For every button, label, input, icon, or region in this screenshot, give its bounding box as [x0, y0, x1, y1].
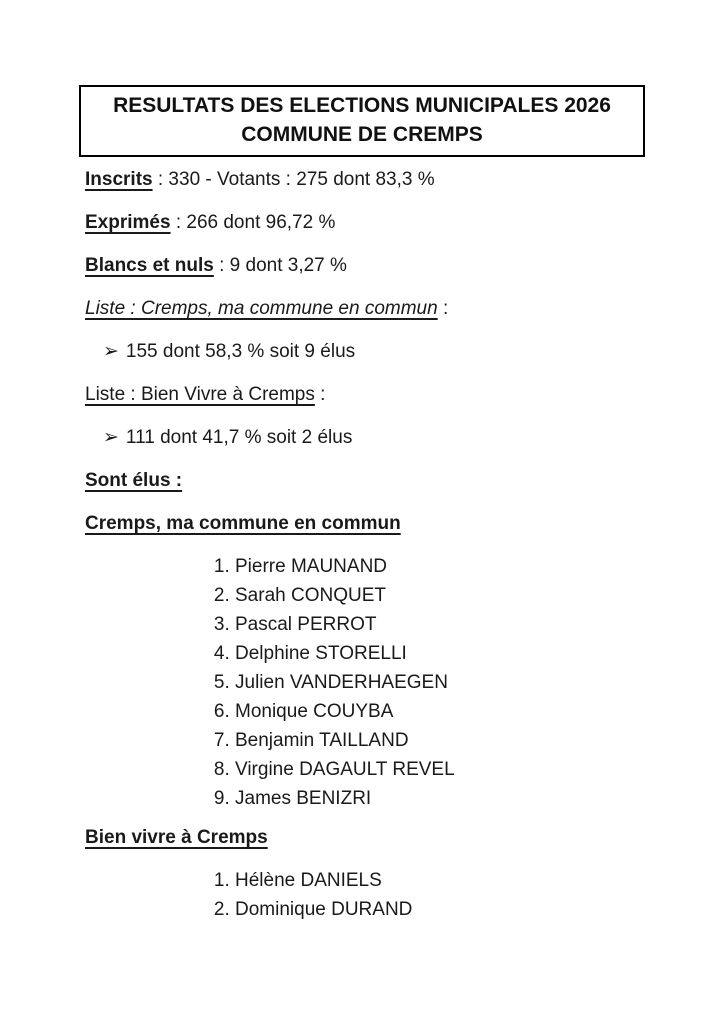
stat-label: Exprimés — [85, 212, 171, 233]
group-heading-cremps-commune: Cremps, ma commune en commun — [85, 513, 401, 534]
stat-label: Inscrits — [85, 169, 153, 190]
liste-result-text: 155 dont 58,3 % soit 9 élus — [125, 341, 356, 362]
stat-value: : 9 dont 3,27 % — [213, 255, 347, 276]
list-item: 2. Dominique DURAND — [235, 898, 645, 922]
stat-line-blancs-nuls — [85, 254, 645, 278]
document-body — [85, 155, 645, 937]
arrowhead-bullet-icon: ➢ — [103, 427, 119, 448]
liste-result-text: 111 dont 41,7 % soit 2 élus — [125, 427, 353, 448]
list-item: 9. James BENIZRI — [235, 787, 645, 811]
liste-title-bien-vivre — [85, 383, 645, 407]
stat-line-inscrits — [85, 168, 645, 192]
list-item: 4. Delphine STORELLI — [235, 642, 645, 666]
stat-value: : 266 dont 96,72 % — [170, 212, 336, 233]
list-item: 1. Hélène DANIELS — [235, 869, 645, 893]
title-box — [79, 85, 645, 157]
liste-title-cremps-commune — [85, 297, 645, 321]
liste-suffix: : — [437, 298, 449, 319]
list-item: 3. Pascal PERROT — [235, 613, 645, 637]
list-item: 6. Monique COUYBA — [235, 700, 645, 724]
heading-sont-elus: Sont élus : — [85, 470, 183, 491]
members-list-cremps-commune — [85, 555, 645, 811]
members-list-bien-vivre — [85, 869, 645, 922]
liste-result-line — [103, 426, 645, 450]
liste-name: Liste : Bien Vivre à Cremps — [85, 384, 315, 405]
stat-line-exprimes — [85, 211, 645, 235]
list-item: 5. Julien VANDERHAEGEN — [235, 671, 645, 695]
arrowhead-bullet-icon: ➢ — [103, 341, 119, 362]
liste-name: Liste : Cremps, ma commune en commun — [85, 298, 438, 319]
document-title-line-2: COMMUNE DE CREMPS — [241, 123, 483, 146]
document-title-line-1: RESULTATS DES ELECTIONS MUNICIPALES 2026 — [113, 94, 611, 117]
stat-value: : 330 - Votants : 275 dont 83,3 % — [152, 169, 435, 190]
list-item: 1. Pierre MAUNAND — [235, 555, 645, 579]
list-item: 7. Benjamin TAILLAND — [235, 729, 645, 753]
list-item: 8. Virgine DAGAULT REVEL — [235, 758, 645, 782]
list-item: 2. Sarah CONQUET — [235, 584, 645, 608]
stat-label: Blancs et nuls — [85, 255, 214, 276]
liste-suffix: : — [314, 384, 326, 405]
liste-result-line — [103, 340, 645, 364]
group-heading-bien-vivre: Bien vivre à Cremps — [85, 827, 268, 848]
